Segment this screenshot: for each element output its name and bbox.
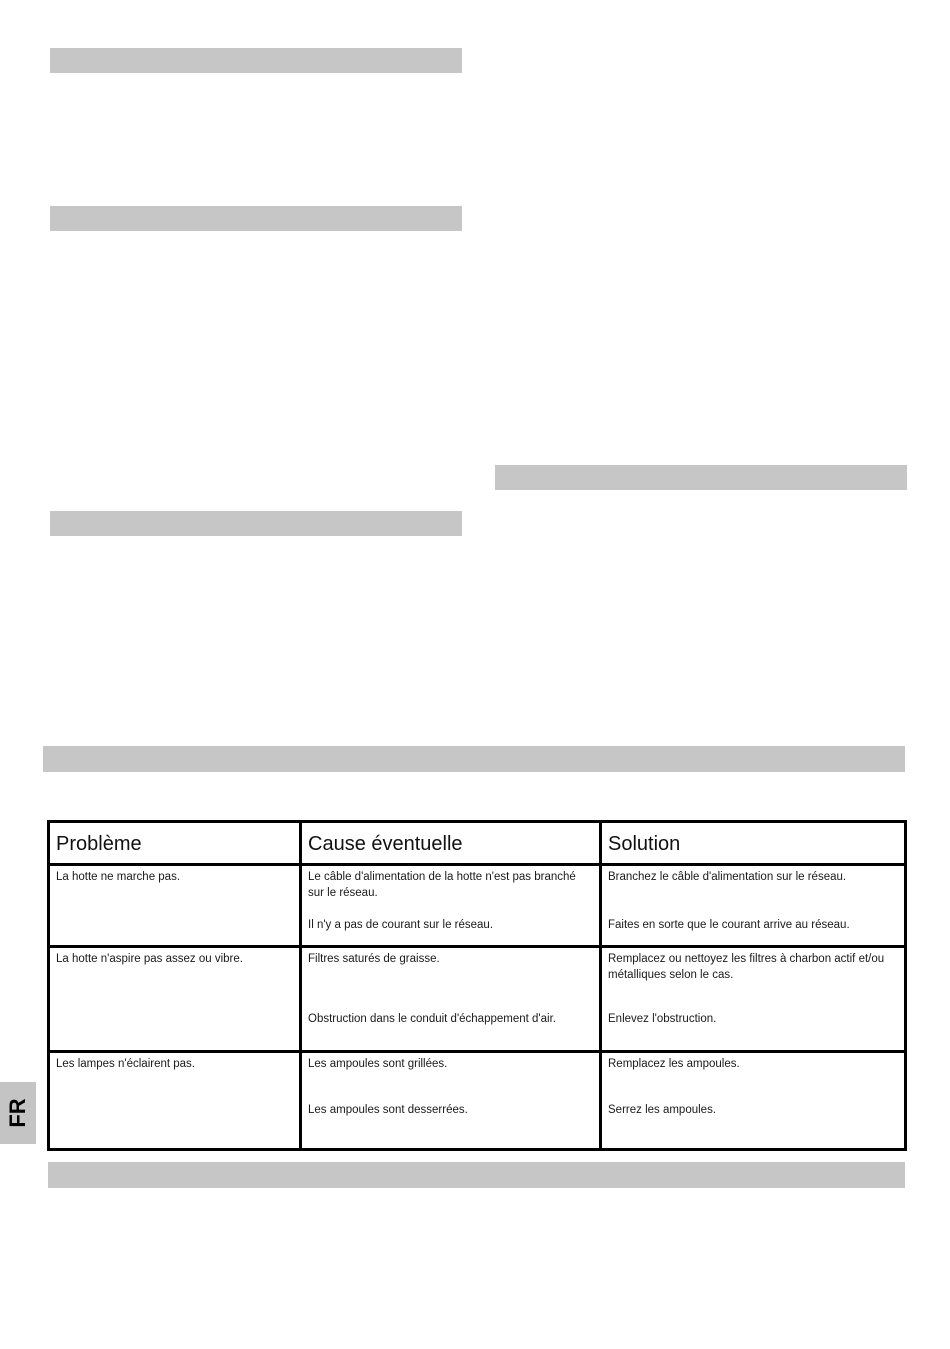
language-tab [0,1082,36,1144]
column-header-problem: Problème [50,823,302,866]
cause-text: Les ampoules sont grillées. [308,1058,448,1070]
problem-cell [50,866,302,948]
table-row [50,866,904,948]
table-row [50,948,904,1053]
cause-cell [302,948,602,1053]
language-tab-label: FR [5,1098,30,1128]
problem-text: La hotte n'aspire pas assez ou vibre. [56,953,243,965]
solution-text: Enlevez l'obstruction. [608,1013,717,1025]
problem-cell [50,1053,302,1148]
column-header-cause: Cause éventuelle [302,823,602,866]
problem-text: Les lampes n'éclairent pas. [56,1058,195,1070]
table-row [50,1053,904,1148]
cause-text: Les ampoules sont desserrées. [308,1104,468,1116]
solution-text: Remplacez ou nettoyez les filtres à charbon actif et/ou métalliques selon le cas. [608,953,885,981]
solution-text: Faites en sorte que le courant arrive au réseau. [608,919,850,931]
column-header-solution: Solution [602,823,904,866]
section-header-bar [50,48,462,73]
solution-text: Branchez le câble d'alimentation sur le réseau. [608,871,847,883]
section-header-bar [50,511,462,536]
solution-cell [602,866,904,948]
problem-cell [50,948,302,1053]
table-header-row [50,823,904,866]
solution-text: Serrez les ampoules. [608,1104,717,1116]
solution-text: Remplacez les ampoules. [608,1058,740,1070]
section-header-bar [50,206,462,231]
cause-text: Obstruction dans le conduit d'échappement d'air. [308,1013,556,1025]
cause-text: Le câble d'alimentation de la hotte n'est pas branché sur le réseau. [308,871,576,899]
section-header-bar [43,746,905,772]
solution-cell [602,948,904,1053]
cause-text: Il n'y a pas de courant sur le réseau. [308,919,494,931]
cause-text: Filtres saturés de graisse. [308,953,440,965]
cause-cell [302,1053,602,1148]
section-header-bar [48,1162,905,1188]
troubleshooting-table [47,820,907,1151]
cause-cell [302,866,602,948]
problem-text: La hotte ne marche pas. [56,871,181,883]
solution-cell [602,1053,904,1148]
section-header-bar [495,465,907,490]
